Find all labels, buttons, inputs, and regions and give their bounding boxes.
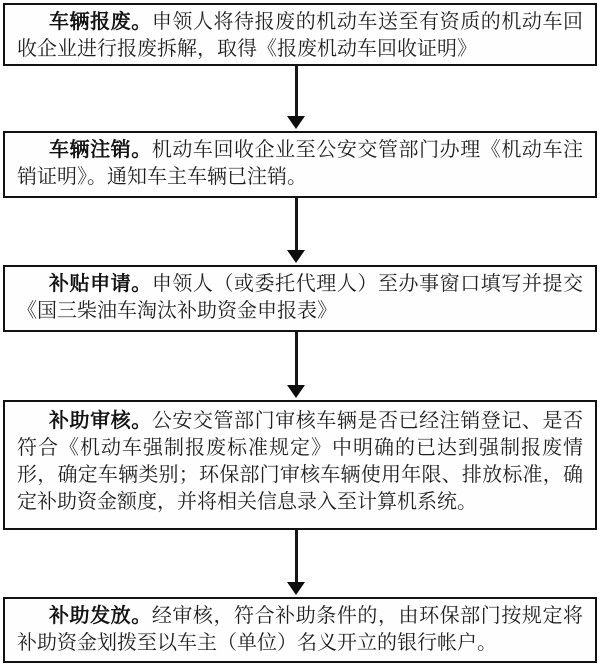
flow-step-text [17, 408, 583, 516]
flow-step-text [17, 9, 583, 63]
arrow-shaft [295, 198, 298, 250]
arrow-head [287, 582, 305, 595]
flow-step-title: 补助审核。 [49, 410, 152, 432]
flow-step-description: 机动车回收企业至公安交管部门办理《机动车注销证明》。通知车主车辆已注销。 [17, 139, 584, 188]
flow-step-description: 经审核，符合补助条件的，由环保部门按规定将补助资金划拨至以车主（单位）名义开立的银行帐户。 [17, 605, 584, 654]
flow-step-text [17, 137, 583, 191]
flow-step-subsidy-review [3, 400, 597, 530]
flow-step-description: 公安交管部门审核车辆是否已经注销登记、是否符合《机动车强制报废标准规定》中明确的已达到强制报废情形，确定车辆类别；环保部门审核车辆使用年限、排放标准，确定补助资金额度，并将相关信息录入至计算机系统。 [17, 410, 584, 513]
flow-step-title: 补助发放。 [49, 605, 152, 627]
arrow-down-icon [286, 198, 306, 263]
arrow-head [287, 385, 305, 398]
arrow-shaft [295, 66, 298, 116]
arrow-head [287, 250, 305, 263]
flow-step-title: 车辆报废。 [49, 11, 152, 33]
flow-step-description: 申领人将待报废的机动车送至有资质的机动车回收企业进行报废拆解，取得《报废机动车回收证明》 [17, 11, 584, 60]
arrow-down-icon [286, 332, 306, 398]
arrow-head [287, 116, 305, 129]
flow-step-subsidy-application [3, 265, 597, 332]
flow-step-vehicle-deregistration [3, 131, 597, 198]
arrow-shaft [295, 332, 298, 385]
arrow-down-icon [286, 66, 306, 129]
arrow-down-icon [286, 530, 306, 595]
flow-step-title: 补贴申请。 [49, 273, 152, 295]
flow-step-text [17, 271, 583, 325]
flow-step-subsidy-disbursement [3, 597, 597, 663]
flow-step-vehicle-scrapping [3, 3, 597, 66]
flow-step-title: 车辆注销。 [49, 139, 152, 161]
flow-step-text [17, 603, 583, 657]
flow-step-description: 申领人（或委托代理人）至办事窗口填写并提交《国三柴油车淘汰补助资金申报表》 [17, 273, 584, 322]
arrow-shaft [295, 530, 298, 582]
